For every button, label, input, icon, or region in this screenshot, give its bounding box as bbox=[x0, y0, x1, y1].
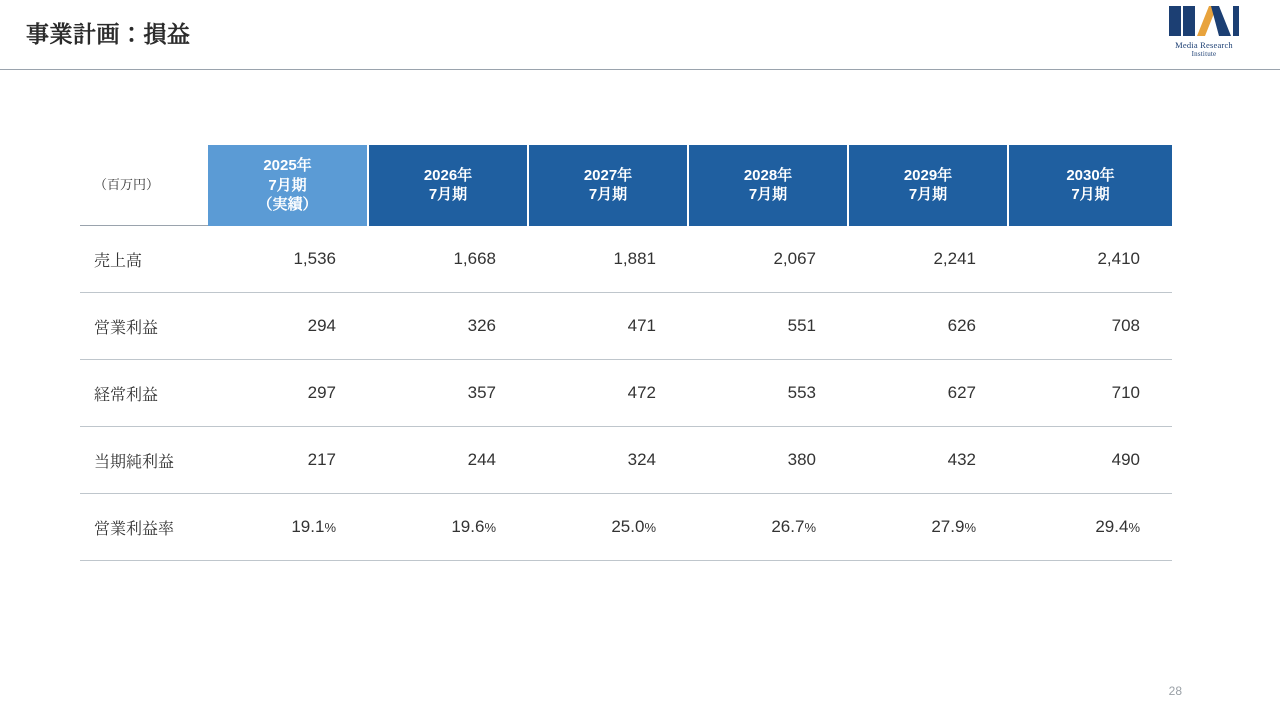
column-year: 2030年 bbox=[1066, 167, 1115, 185]
cell-operating-profit-2029: 626 bbox=[848, 293, 1008, 360]
cell-revenue-2027: 1,881 bbox=[528, 226, 688, 293]
row-label-operating-profit: 営業利益 bbox=[80, 293, 208, 360]
value: 25.0 bbox=[611, 517, 645, 536]
table-row bbox=[80, 226, 1172, 293]
cell-net-income-2030: 490 bbox=[1008, 427, 1172, 494]
percent-suffix: % bbox=[804, 520, 816, 535]
page-number: 28 bbox=[1168, 684, 1182, 698]
cell-operating-profit-2025: 294 bbox=[208, 293, 368, 360]
column-header-2025 bbox=[208, 145, 368, 226]
cell-revenue-2028: 2,067 bbox=[688, 226, 848, 293]
cell-ordinary-profit-2028: 553 bbox=[688, 360, 848, 427]
value: 26.7 bbox=[771, 517, 805, 536]
cell-operating-margin-2027 bbox=[528, 494, 688, 561]
cell-operating-profit-2028: 551 bbox=[688, 293, 848, 360]
cell-net-income-2027: 324 bbox=[528, 427, 688, 494]
column-year: 2026年 bbox=[423, 167, 473, 185]
column-header-2027 bbox=[528, 145, 688, 226]
percent-suffix: % bbox=[644, 520, 656, 535]
column-header-2030 bbox=[1008, 145, 1172, 226]
cell-operating-margin-2030 bbox=[1008, 494, 1172, 561]
column-year: 2025年 bbox=[263, 157, 312, 175]
table-row bbox=[80, 427, 1172, 494]
cell-ordinary-profit-2026: 357 bbox=[368, 360, 528, 427]
table-header-row bbox=[80, 145, 1172, 226]
cell-net-income-2028: 380 bbox=[688, 427, 848, 494]
table-row bbox=[80, 293, 1172, 360]
percent-suffix: % bbox=[1128, 520, 1140, 535]
profit-loss-table bbox=[80, 145, 1172, 561]
cell-net-income-2026: 244 bbox=[368, 427, 528, 494]
logo-mark-icon bbox=[1167, 4, 1241, 38]
percent-suffix: % bbox=[324, 520, 336, 535]
column-header-2029 bbox=[848, 145, 1008, 226]
value: 27.9 bbox=[931, 517, 965, 536]
column-year: 2029年 bbox=[903, 167, 953, 185]
row-label-revenue: 売上高 bbox=[80, 226, 208, 293]
cell-revenue-2025: 1,536 bbox=[208, 226, 368, 293]
row-label-net-income: 当期純利益 bbox=[80, 427, 208, 494]
column-period: 7月期 bbox=[428, 186, 468, 204]
cell-operating-margin-2026 bbox=[368, 494, 528, 561]
column-period: 7月期 bbox=[748, 186, 788, 204]
column-period: 7月期 bbox=[588, 186, 628, 204]
slide-header bbox=[0, 0, 1280, 70]
cell-ordinary-profit-2029: 627 bbox=[848, 360, 1008, 427]
cell-operating-margin-2029 bbox=[848, 494, 1008, 561]
cell-operating-profit-2027: 471 bbox=[528, 293, 688, 360]
column-note: （実績） bbox=[257, 195, 318, 213]
table-row bbox=[80, 494, 1172, 561]
cell-ordinary-profit-2030: 710 bbox=[1008, 360, 1172, 427]
cell-operating-profit-2026: 326 bbox=[368, 293, 528, 360]
cell-revenue-2030: 2,410 bbox=[1008, 226, 1172, 293]
column-period: 7月期 bbox=[1071, 186, 1110, 204]
percent-suffix: % bbox=[484, 520, 496, 535]
row-label-operating-margin: 営業利益率 bbox=[80, 494, 208, 561]
cell-operating-margin-2025 bbox=[208, 494, 368, 561]
cell-operating-margin-2028 bbox=[688, 494, 848, 561]
value: 19.6 bbox=[451, 517, 485, 536]
value: 29.4 bbox=[1095, 517, 1129, 536]
cell-ordinary-profit-2025: 297 bbox=[208, 360, 368, 427]
column-year: 2027年 bbox=[583, 167, 633, 185]
unit-label: （百万円） bbox=[80, 145, 208, 226]
column-header-2026 bbox=[368, 145, 528, 226]
cell-revenue-2029: 2,241 bbox=[848, 226, 1008, 293]
table-row bbox=[80, 360, 1172, 427]
row-label-ordinary-profit: 経常利益 bbox=[80, 360, 208, 427]
page-title: 事業計画：損益 bbox=[26, 21, 191, 47]
percent-suffix: % bbox=[964, 520, 976, 535]
cell-revenue-2026: 1,668 bbox=[368, 226, 528, 293]
company-logo bbox=[1150, 4, 1258, 64]
cell-net-income-2025: 217 bbox=[208, 427, 368, 494]
logo-text-secondary: Institute bbox=[1191, 50, 1217, 58]
logo-text-primary: Media Research bbox=[1175, 40, 1233, 50]
column-period: 7月期 bbox=[908, 186, 948, 204]
pl-table-container bbox=[80, 145, 1172, 561]
cell-net-income-2029: 432 bbox=[848, 427, 1008, 494]
column-header-2028 bbox=[688, 145, 848, 226]
cell-operating-profit-2030: 708 bbox=[1008, 293, 1172, 360]
column-period: 7月期 bbox=[268, 176, 307, 194]
value: 19.1 bbox=[291, 517, 325, 536]
cell-ordinary-profit-2027: 472 bbox=[528, 360, 688, 427]
column-year: 2028年 bbox=[743, 167, 793, 185]
